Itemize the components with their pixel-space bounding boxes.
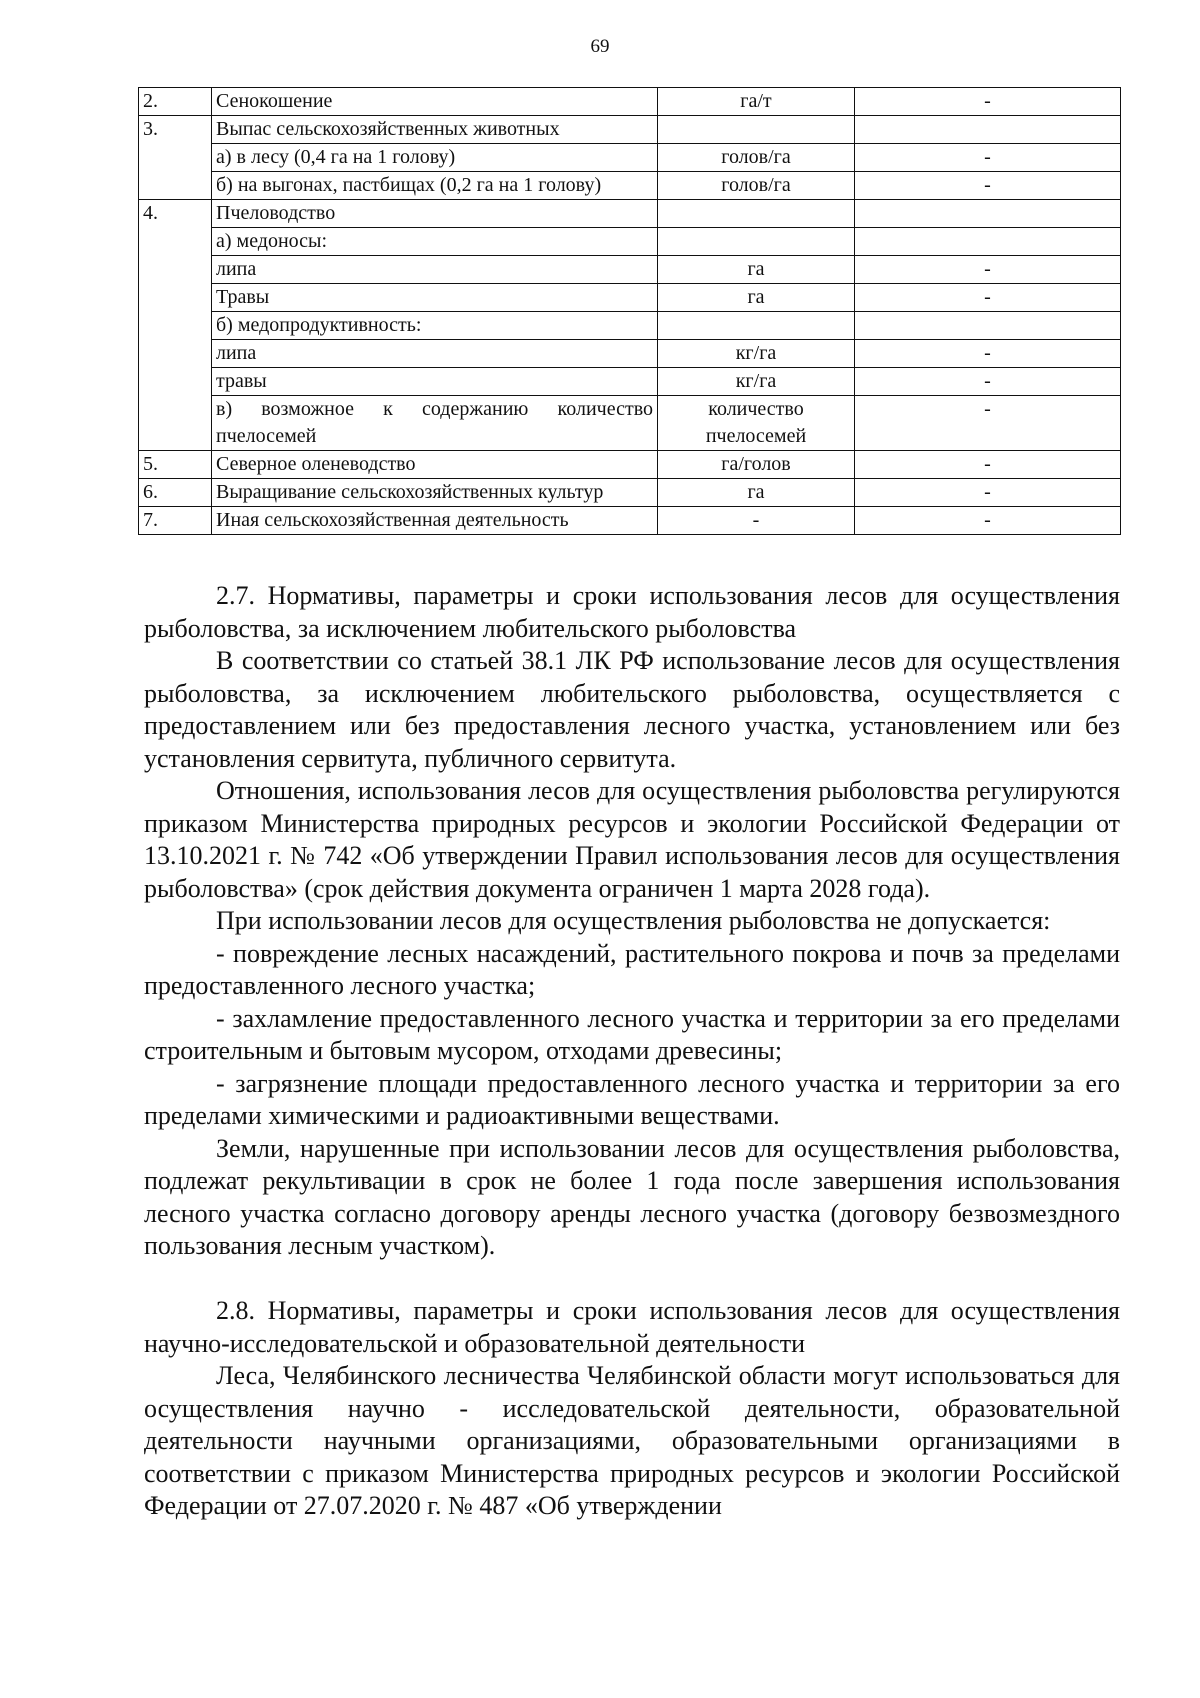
- paragraph: В соответствии со статьей 38.1 ЛК РФ использование лесов для осуществления рыболовства, за исключением любительского рыболовства, осуществляется с предоставлением или без предоставления лесного участка, установлением или без установления сервитута, публичного сервитута.: [144, 646, 1120, 773]
- row-value: -: [855, 396, 1121, 451]
- row-number: [139, 256, 212, 284]
- row-unit: га: [658, 284, 855, 312]
- row-unit: га/голов: [658, 451, 855, 479]
- row-number: 3.: [139, 116, 212, 144]
- row-number: [139, 340, 212, 368]
- row-value: -: [855, 256, 1121, 284]
- row-unit: кг/га: [658, 368, 855, 396]
- page-number: 69: [590, 36, 610, 57]
- paragraph: - захламление предоставленного лесного участка и территории за его пределами строительным и бытовым мусором, отходами древесины;: [144, 1003, 1120, 1065]
- document-text: [144, 580, 1120, 1523]
- row-unit: -: [658, 507, 855, 535]
- row-number: 6.: [139, 479, 212, 507]
- row-unit: голов/га: [658, 144, 855, 172]
- paragraph: Земли, нарушенные при использовании лесов для осуществления рыболовства, подлежат рекультивации в срок не более 1 года после завершения использования лесного участка согласно договору аренды лесного участка (договору безвозмездного пользования лесным участком).: [144, 1133, 1120, 1260]
- row-number: 7.: [139, 507, 212, 535]
- row-activity: Травы: [212, 284, 658, 312]
- row-activity: Выращивание сельскохозяйственных культур: [212, 479, 658, 507]
- row-activity: а) в лесу (0,4 га на 1 голову): [212, 144, 658, 172]
- row-unit: га: [658, 256, 855, 284]
- row-number: [139, 368, 212, 396]
- row-activity: Северное оленеводство: [212, 451, 658, 479]
- row-unit: [658, 228, 855, 256]
- table-row: [139, 144, 1121, 172]
- row-value: -: [855, 507, 1121, 535]
- row-number: [139, 284, 212, 312]
- row-activity: липа: [212, 340, 658, 368]
- row-number: [139, 228, 212, 256]
- row-unit: [658, 200, 855, 228]
- table-row: [139, 507, 1121, 535]
- row-number: [139, 172, 212, 200]
- table-row: [139, 396, 1121, 451]
- table-row: [139, 368, 1121, 396]
- row-number: [139, 312, 212, 340]
- row-value: [855, 200, 1121, 228]
- row-number: [139, 396, 212, 451]
- row-unit: кг/га: [658, 340, 855, 368]
- table-row: [139, 116, 1121, 144]
- paragraph: 2.7. Нормативы, параметры и сроки использования лесов для осуществления рыболовства, за исключением любительского рыболовства: [144, 581, 1120, 643]
- table-row: [139, 340, 1121, 368]
- row-value: -: [855, 479, 1121, 507]
- table-row: [139, 228, 1121, 256]
- row-value: -: [855, 88, 1121, 116]
- row-unit: голов/га: [658, 172, 855, 200]
- row-value: -: [855, 144, 1121, 172]
- row-unit: га/т: [658, 88, 855, 116]
- paragraph: При использовании лесов для осуществления рыболовства не допускается:: [216, 906, 1051, 935]
- row-unit: количество пчелосемей: [658, 396, 855, 451]
- row-activity: Выпас сельскохозяйственных животных: [212, 116, 658, 144]
- table-row: [139, 88, 1121, 116]
- norms-table: [138, 87, 1121, 535]
- row-unit: [658, 312, 855, 340]
- row-number: 5.: [139, 451, 212, 479]
- row-value: [855, 228, 1121, 256]
- table-row: [139, 284, 1121, 312]
- row-activity: травы: [212, 368, 658, 396]
- row-value: -: [855, 451, 1121, 479]
- row-value: -: [855, 340, 1121, 368]
- row-value: -: [855, 172, 1121, 200]
- row-value: -: [855, 284, 1121, 312]
- table-row: [139, 256, 1121, 284]
- row-activity: Иная сельскохозяйственная деятельность: [212, 507, 658, 535]
- row-activity: б) на выгонах, пастбищах (0,2 га на 1 голову): [212, 172, 658, 200]
- row-value: [855, 312, 1121, 340]
- row-activity: в) возможное к содержанию количество пчелосемей: [212, 396, 658, 451]
- row-number: 4.: [139, 200, 212, 228]
- row-value: -: [855, 368, 1121, 396]
- row-number: 2.: [139, 88, 212, 116]
- row-activity: Пчеловодство: [212, 200, 658, 228]
- paragraph-spacer: [144, 1263, 1120, 1296]
- table-row: [139, 172, 1121, 200]
- paragraph: - повреждение лесных насаждений, растительного покрова и почв за пределами предоставленного лесного участка;: [144, 938, 1120, 1000]
- paragraph: Отношения, использования лесов для осуществления рыболовства регулируются приказом Министерства природных ресурсов и экологии Российской Федерации от 13.10.2021 г. № 742 «Об утверждении Правил использования лесов для осуществления рыболовства» (срок действия документа ограничен 1 марта 2028 года).: [144, 776, 1120, 903]
- paragraph: Леса, Челябинского лесничества Челябинской области могут использоваться для осуществления научно - исследовательской деятельности, образовательной деятельности научными организациями, образовательными организациями в соответствии с приказом Министерства природных ресурсов и экологии Российской Федерации от 27.07.2020 г. № 487 «Об утверждении: [144, 1361, 1120, 1520]
- row-value: [855, 116, 1121, 144]
- row-unit: га: [658, 479, 855, 507]
- row-activity: липа: [212, 256, 658, 284]
- table-row: [139, 312, 1121, 340]
- row-number: [139, 144, 212, 172]
- norms-table-body: [139, 88, 1121, 535]
- table-row: [139, 451, 1121, 479]
- paragraph: 2.8. Нормативы, параметры и сроки использования лесов для осуществления научно-исследовательской и образовательной деятельности: [144, 1296, 1120, 1358]
- table-row: [139, 479, 1121, 507]
- row-activity: Сенокошение: [212, 88, 658, 116]
- row-unit: [658, 116, 855, 144]
- paragraph: - загрязнение площади предоставленного лесного участка и территории за его пределами химическими и радиоактивными веществами.: [144, 1068, 1120, 1130]
- row-activity: б) медопродуктивность:: [212, 312, 658, 340]
- row-activity: а) медоносы:: [212, 228, 658, 256]
- table-row: [139, 200, 1121, 228]
